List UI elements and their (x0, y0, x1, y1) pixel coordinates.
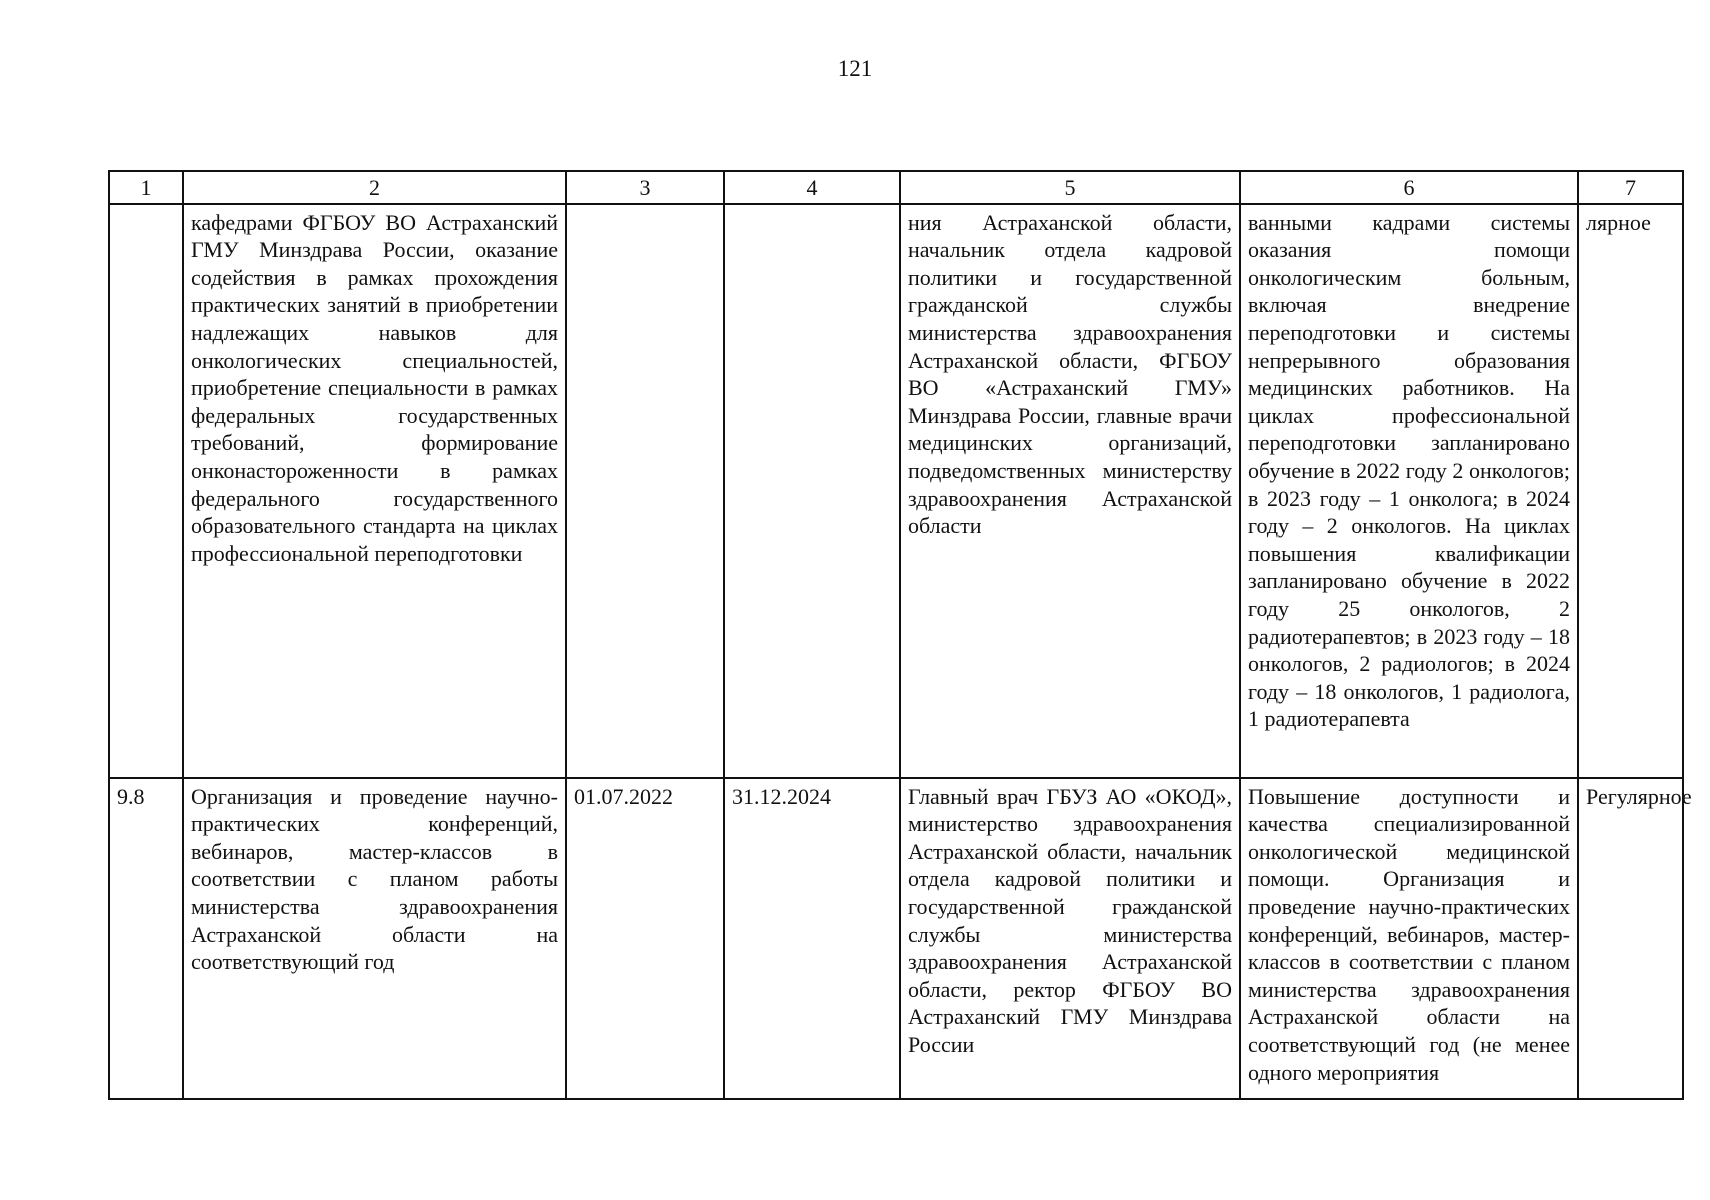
responsible-cell: ния Астраханской области, начальник отдела кадровой политики и государственной гражданской службы министерства здравоохранения Астраханской области, ФГБОУ ВО «Астраханский ГМУ» Минздрава России, главные врачи медицинских организаций, подведомственных министерству здравоохранения Астраханской области (900, 204, 1240, 778)
type-cell: Регулярное (1578, 778, 1683, 1099)
responsible-cell: Главный врач ГБУЗ АО «ОКОД», министерство здравоохранения Астраханской области, начальник отдела кадровой политики и государственной гражданской службы министерства здравоохранения Астраханской области, ректор ФГБОУ ВО Астраханский ГМУ Минздрава России (900, 778, 1240, 1099)
page-number: 121 (837, 56, 873, 81)
type-cell: лярное (1578, 204, 1683, 778)
start-date-cell (566, 204, 724, 778)
column-header: 5 (900, 171, 1240, 204)
row-number-cell (109, 204, 183, 778)
column-header: 6 (1240, 171, 1578, 204)
result-cell: ванными кадрами системы оказания помощи онкологическим больным, включая внедрение переподготовки и системы непрерывного образования медицинских работников. На циклах профессиональной переподготовки запланировано обучение в 2022 году 2 онкологов; в 2023 году – 1 онколога; в 2024 году – 2 онкологов. На циклах повышения квалификации запланировано обучение в 2022 году 25 онкологов, 2 радиотерапевтов; в 2023 году – 18 онкологов, 2 радиологов; в 2024 году – 18 онкологов, 1 радиолога, 1 радиотерапевта (1240, 204, 1578, 778)
plan-table (108, 170, 1692, 1100)
start-date-cell: 01.07.2022 (566, 778, 724, 1099)
measure-cell: кафедрами ФГБОУ ВО Астраханский ГМУ Минздрава России, оказание содействия в рамках прохождения практических занятий в приобретении надлежащих навыков для онкологических специальностей, приобретение специальности в рамках федеральных государственных требований, формирование онконастороженности в рамках федерального государственного образовательного стандарта на циклах профессиональной переподготовки (183, 204, 566, 778)
end-date-cell: 31.12.2024 (724, 778, 900, 1099)
table-row (109, 204, 1683, 778)
end-date-cell (724, 204, 900, 778)
result-cell: Повышение доступности и качества специализированной онкологической медицинской помощи. Организация и проведение научно-практических конференций, вебинаров, мастер-классов в соответствии с планом министерства здравоохранения Астраханской области на соответствующий год (не менее одного мероприятия (1240, 778, 1578, 1099)
column-header: 4 (724, 171, 900, 204)
column-header: 7 (1578, 171, 1683, 204)
column-header: 2 (183, 171, 566, 204)
table-row (109, 778, 1683, 1099)
header-row (109, 171, 1683, 204)
column-header: 1 (109, 171, 183, 204)
measure-cell: Организация и проведение научно-практических конференций, вебинаров, мастер-классов в соответствии с планом работы министерства здравоохранения Астраханской области на соответствующий год (183, 778, 566, 1099)
row-number-cell: 9.8 (109, 778, 183, 1099)
column-header: 3 (566, 171, 724, 204)
